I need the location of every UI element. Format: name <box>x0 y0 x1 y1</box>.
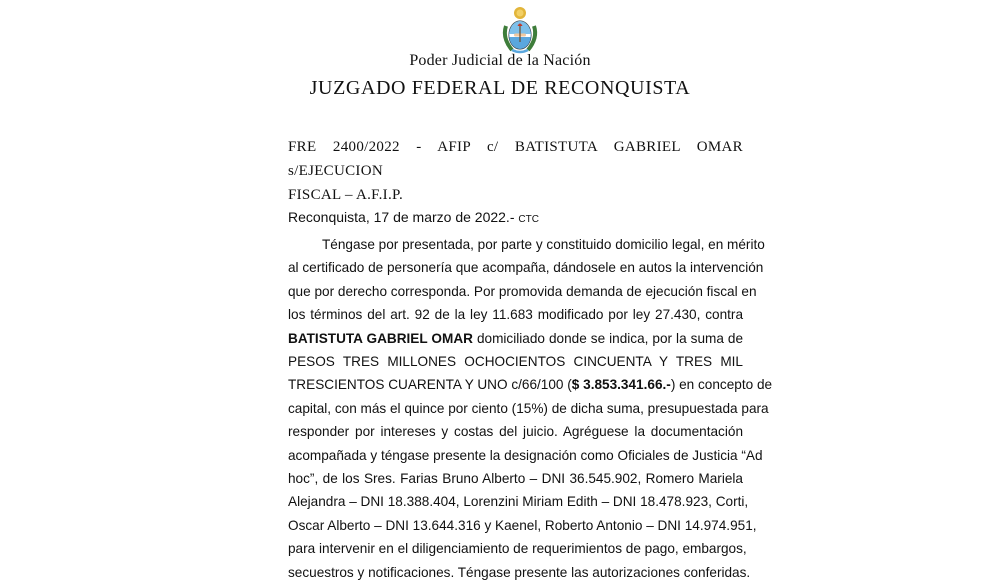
body-line: Alejandra – DNI 18.388.404, Lorenzini Miriam Edith – DNI 18.478.923, Corti, <box>288 494 749 510</box>
court-name: JUZGADO FEDERAL DE RECONQUISTA <box>309 77 691 99</box>
body-line: al certificado de personería que acompaña, dándosele en autos la intervención <box>288 260 764 276</box>
body-line: Oscar Alberto – DNI 13.644.316 y Kaenel, Roberto Antonio – DNI 14.974.951, <box>288 517 757 533</box>
body-line: responder por intereses y costas del juicio. Agréguese la documentación <box>288 424 743 440</box>
body-line: capital, con más el quince por ciento (15%) de dicha suma, presupuestada para <box>288 400 769 416</box>
body-line: hoc”, de los Sres. Farias Bruno Alberto – DNI 36.545.902, Romero Mariela <box>288 471 743 487</box>
body-line: que por derecho corresponda. Por promovida demanda de ejecución fiscal en <box>288 283 757 299</box>
date-text: Reconquista, 17 de marzo de 2022.- <box>288 209 515 225</box>
case-caption-line-2: FISCAL – A.F.I.P. <box>288 187 404 203</box>
case-caption <box>288 135 743 207</box>
body-line: secuestros y notificaciones. Téngase presente las autorizaciones conferidas. <box>288 564 751 580</box>
body-line: Téngase por presentada, por parte y constituido domicilio legal, en mérito <box>322 237 765 252</box>
case-caption-line-1: FRE 2400/2022 - AFIP c/ BATISTUTA GABRIEL OMAR s/EJECUCION <box>288 139 743 179</box>
body-line: TRESCIENTOS CUARENTA Y UNO c/66/100 ($ 3.853.341.66.-) en concepto de <box>288 377 773 393</box>
claim-amount: $ 3.853.341.66.- <box>571 377 671 393</box>
body-line: para intervenir en el diligenciamiento de requerimientos de pago, embargos, <box>288 541 747 557</box>
document-date <box>288 209 539 225</box>
coat-of-arms-icon <box>498 4 542 56</box>
body-line: los términos del art. 92 de la ley 11.683 modificado por ley 27.430, contra <box>288 307 743 323</box>
author-initials: CTC <box>518 214 539 225</box>
defendant-name: BATISTUTA GABRIEL OMAR <box>288 330 473 346</box>
institution-name: Poder Judicial de la Nación <box>409 52 591 69</box>
body-line: BATISTUTA GABRIEL OMAR domiciliado donde se indica, por la suma de <box>288 330 744 346</box>
body-line: acompañada y téngase presente la designación como Oficiales de Justicia “Ad <box>288 447 763 463</box>
resolution-body <box>288 233 773 584</box>
body-line: PESOS TRES MILLONES OCHOCIENTOS CINCUENTA Y TRES MIL <box>288 354 743 370</box>
